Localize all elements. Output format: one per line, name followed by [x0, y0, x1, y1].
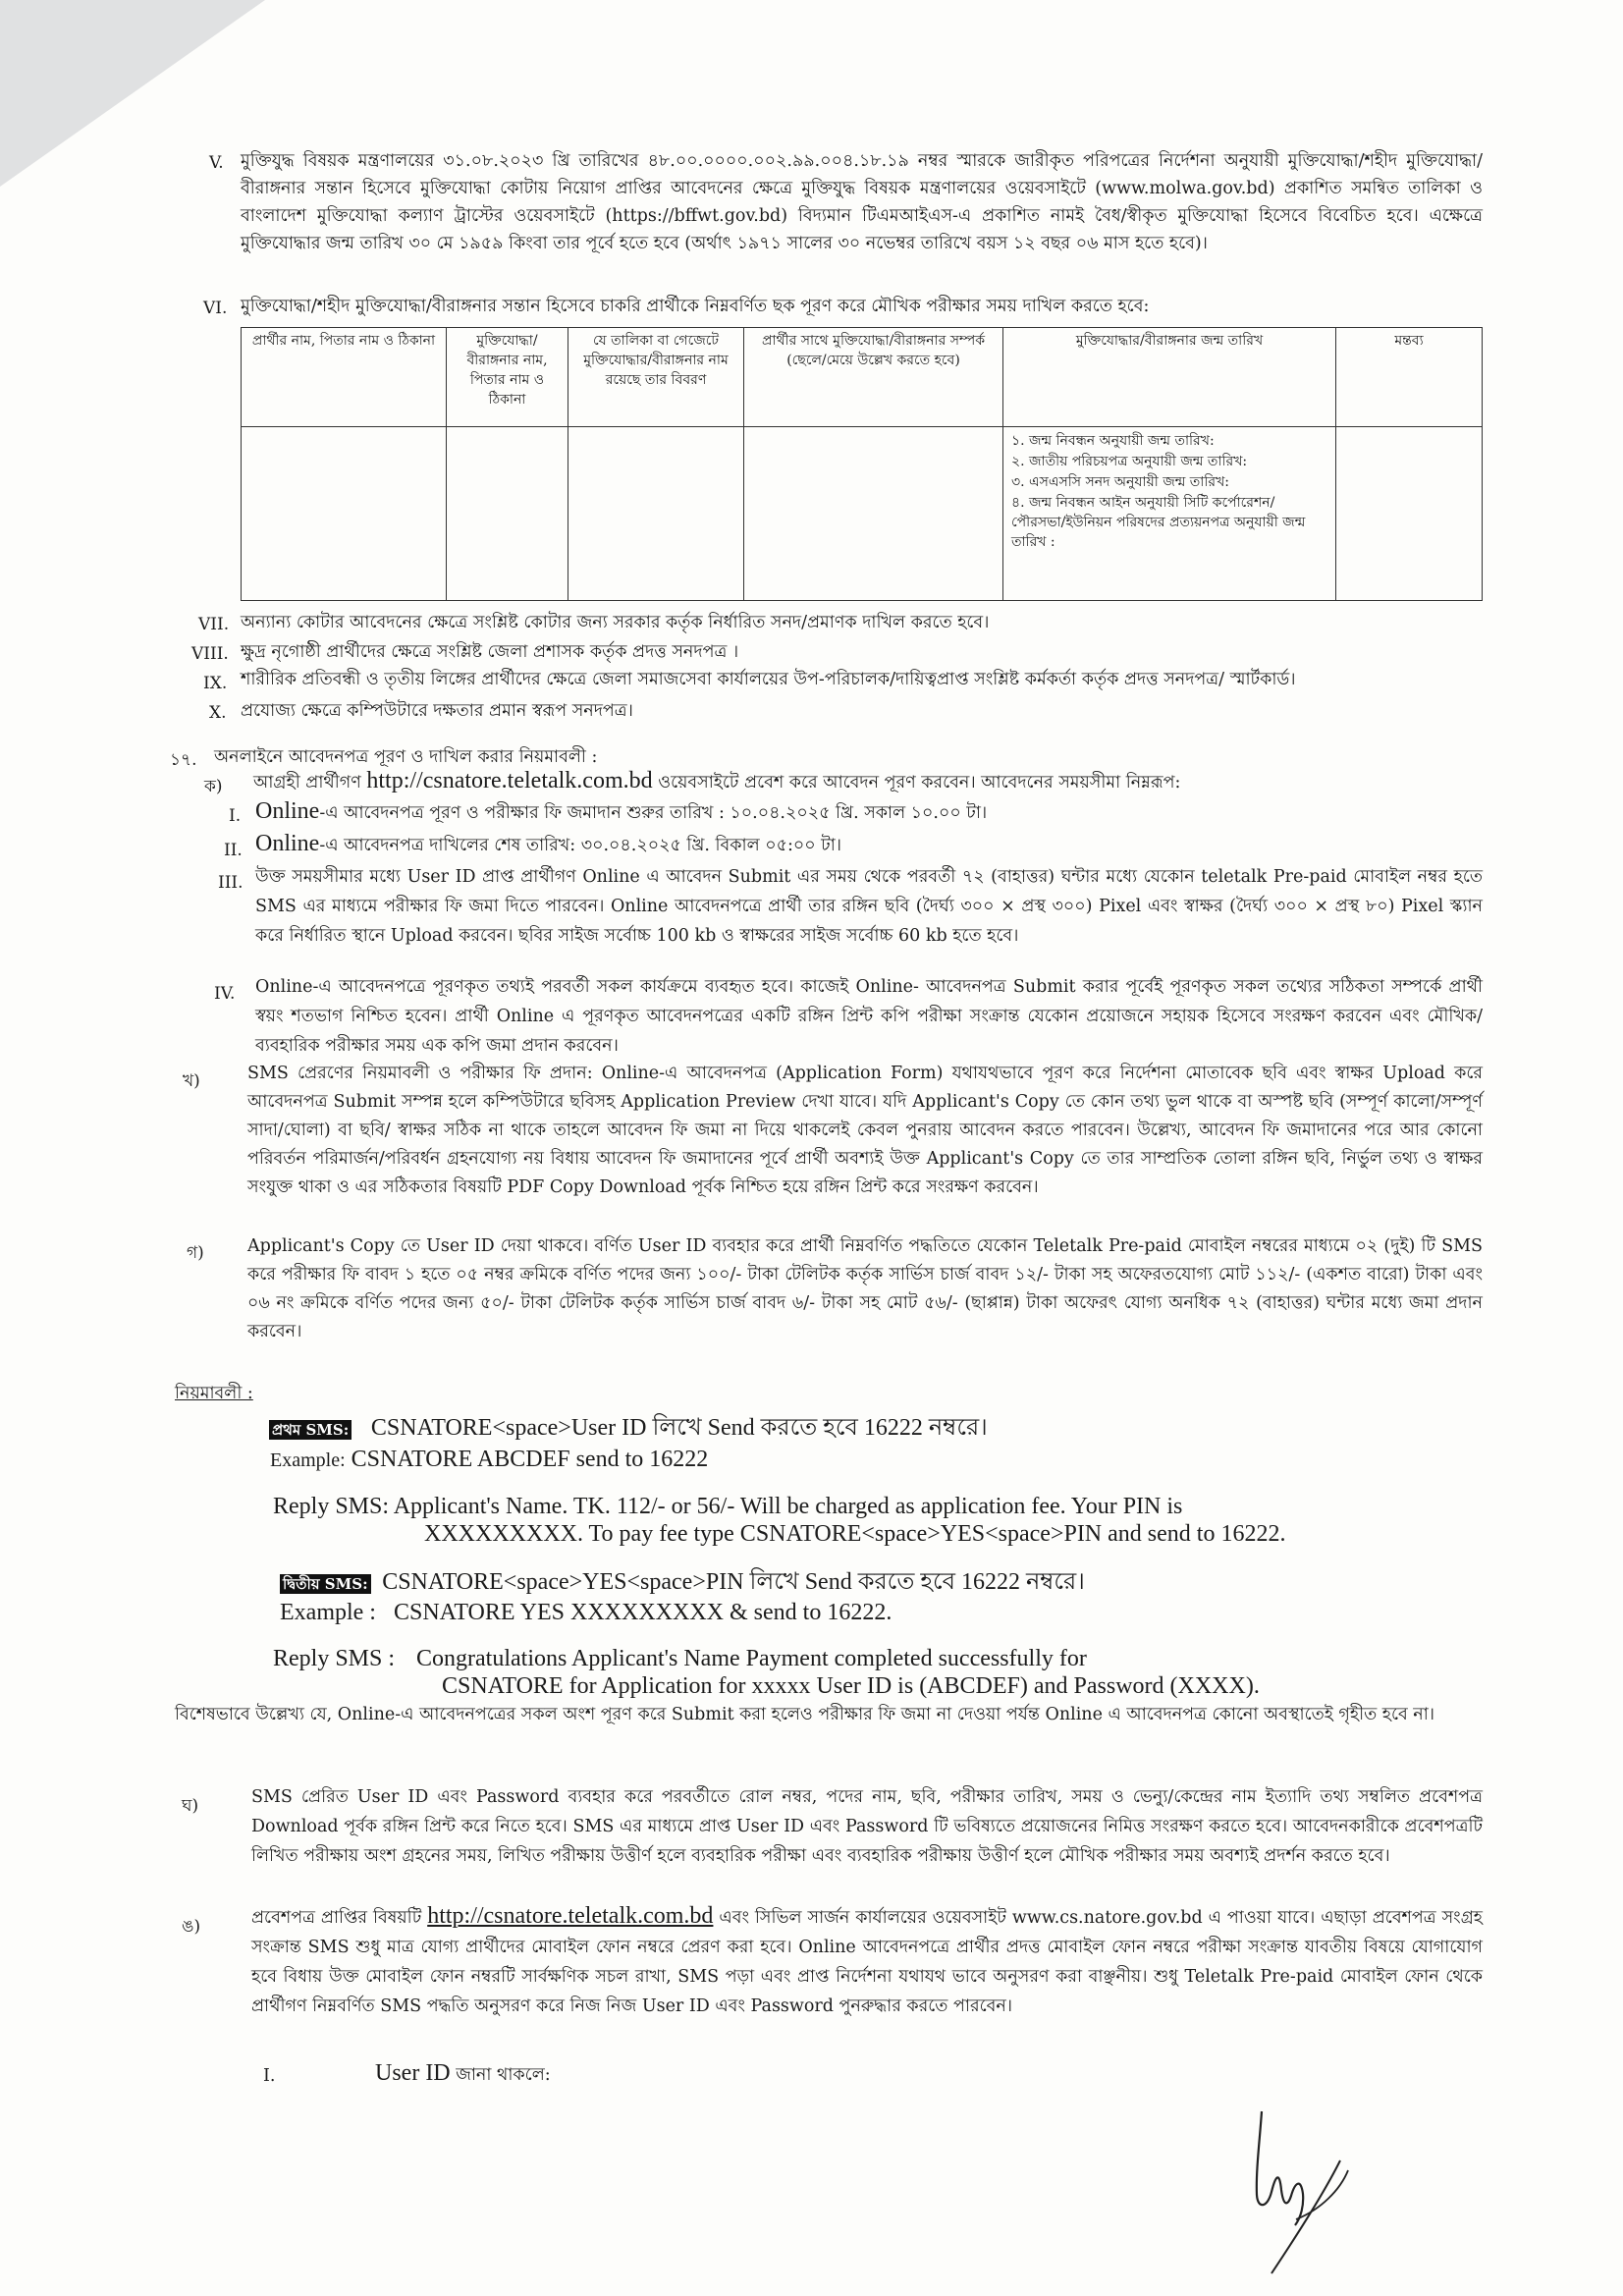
dob-item: ৩. এসএসসি সনদ অনুযায়ী জন্ম তারিখ: — [1011, 474, 1229, 490]
item-ix-text: শারীরিক প্রতিবন্ধী ও তৃতীয় লিঙ্গের প্রার্থীদের ক্ষেত্রে জেলা সমাজসেবা কার্যালয়ের উপ-পরিচালক/দায়িত্বপ্রাপ্ত সংশ্লিষ্ট কর্মকর্তা কর্তৃক প্রদত্ত সনদপত্র/ স্মার্টকার্ড। — [241, 670, 1296, 689]
scan-shadow — [0, 0, 265, 187]
first-example: Example: CSNATORE ABCDEF send to 16222 — [270, 1447, 709, 1472]
dob-list — [1003, 427, 1336, 601]
section-number: ১৭. — [170, 750, 197, 770]
item-number: ক) — [204, 777, 223, 796]
item-viii-text: ক্ষুদ্র নৃগোষ্ঠী প্রার্থীদের ক্ষেত্রে সংশ্লিষ্ট জেলা প্রশাসক কর্তৃক প্রদত্ত সনদপত্র । — [241, 642, 739, 662]
second-sms-command: CSNATORE<space>YES<space>PIN লিখে Send করতে হবে 16222 নম্বরে। — [382, 1569, 1085, 1595]
reply-sms-1: Reply SMS: Applicant's Name. TK. 112/- or 56/- Will be charged as application fee. Your PIN is — [273, 1494, 1183, 1519]
item-number: VI. — [203, 299, 228, 318]
rules-heading: নিয়মাবলী : — [175, 1384, 253, 1403]
reply-sms-1-cont: XXXXXXXXX. To pay fee type CSNATORE<space>YES<space>PIN and send to 16222. — [424, 1521, 1286, 1547]
item-vi-text: মুক্তিযোদ্ধা/শহীদ মুক্তিযোদ্ধা/বীরাঙ্গনার সন্তান হিসেবে চাকরি প্রার্থীকে নিম্নবর্ণিত ছক পূরণ করে মৌখিক পরীক্ষার সময় দাখিল করতে হবে: — [241, 297, 1150, 316]
table-cell — [1336, 427, 1483, 601]
item-number: গ) — [187, 1243, 204, 1263]
freedom-fighter-form-table — [241, 327, 1483, 601]
item-number: III. — [218, 873, 243, 893]
table-header: মন্তব্য — [1336, 328, 1483, 427]
item-number: I. — [229, 806, 242, 826]
item-number: X. — [209, 703, 227, 723]
item-number: খ) — [183, 1071, 200, 1091]
item-kha-text: SMS প্রেরণের নিয়মাবলী ও পরীক্ষার ফি প্রদান: Online-এ আবেদনপত্র (Application Form) যথাযথভাবে পূরণ করে নির্দেশনা মোতাবেক ছবি এবং স্বাক্ষর Upload করে আবেদনপত্র Submit সম্পন্ন হলে কম্পিউটারে ছবিসহ Application Preview দেখা যাবে। যদি Applicant's Copy তে কোন তথ্য ভুল থাকে বা অস্পষ্ট ছবি (সম্পূর্ণ কালো/সম্পূর্ণ সাদা/ঘোলা) বা ছবি/ স্বাক্ষর সঠিক না থাকে তাহলে আবেদন ফি জমা না দিয়ে থাকলেই কেবল পুনরায় আবেদন করতে পারবেন। উল্লেখ্য, আবেদন ফি জমাদানের পরে আর কোনো পরিবর্তন পরিমার্জন/পরিবর্ধন গ্রহনযোগ্য নয় বিধায় আবেদন ফি জমাদানের পূর্বে প্রার্থী অবশ্যই উক্ত Applicant's Copy তে তার সাম্প্রতিক তোলা রঙ্গিন ছবি, নির্ভুল তথ্য ও স্বাক্ষর সংযুক্ত থাকা ও এর সঠিকতার বিষয়টি PDF Copy Download পূর্বক নিশ্চিত হয়ে রঙ্গিন প্রিন্ট করে সংরক্ষণ করবেন। — [247, 1064, 1483, 1197]
userid-known-line: User ID জানা থাকলে: — [375, 2060, 551, 2086]
item-number: II. — [224, 841, 243, 860]
item-i-text: Online-এ আবেদনপত্র পূরণ ও পরীক্ষার ফি জমাদান শুরুর তারিখ : ১০.০৪.২০২৫ খ্রি. সকাল ১০.০০ টা। — [255, 798, 988, 824]
item-x-text: প্রযোজ্য ক্ষেত্রে কম্পিউটারে দক্ষতার প্রমান স্বরূপ সনদপত্র। — [241, 701, 633, 721]
item-iii-text: উক্ত সময়সীমার মধ্যে User ID প্রাপ্ত প্রার্থীগণ Online এ আবেদন Submit এর সময় থেকে পরবর্তী ৭২ (বাহাত্তর) ঘন্টার মধ্যে যেকোন teletalk Pre-paid মোবাইল নম্বর হতে SMS এর মাধ্যমে পরীক্ষার ফি জমা দিতে পারবেন। Online আবেদনপত্রে প্রার্থী তার রঙ্গিন ছবি (দৈর্ঘ্য ৩০০ × প্রস্থ ৩০০) Pixel এবং স্বাক্ষর (দৈর্ঘ্য ৩০০ × প্রস্থ ৮০) Pixel স্ক্যান করে নির্ধারিত স্থানে Upload করবেন। ছবির সাইজ সর্বোচ্চ 100 kb ও স্বাক্ষরের সাইজ সর্বোচ্চ 60 kb হতে হবে। — [255, 867, 1483, 946]
item-number: VIII. — [191, 644, 229, 664]
website-link[interactable]: http://csnatore.teletalk.com.bd — [366, 768, 653, 793]
second-sms-line — [280, 1568, 1085, 1598]
item-iv-text: Online-এ আবেদনপত্রে পূরণকৃত তথ্যই পরবর্তী সকল কার্যক্রমে ব্যবহৃত হবে। কাজেই Online- আবেদনপত্র Submit করার পূর্বেই পূরণকৃত সকল তথ্যের সঠিকতা সম্পর্কে প্রার্থী স্বয়ং শতভাগ নিশ্চিত হবেন। প্রার্থী Online এ পূরণকৃত আবেদনপত্রের একটি রঙ্গিন প্রিন্ট কপি পরীক্ষা সংক্রান্ত যেকোন প্রয়োজনে সহায়ক হিসেবে সংরক্ষণ করবেন এবং মৌখিক/ব্যবহারিক পরীক্ষার সময় এক কপি জমা প্রদান করবেন। — [255, 977, 1483, 1056]
table-header: প্রার্থীর সাথে মুক্তিযোদ্ধা/বীরাঙ্গনার সম্পর্ক (ছেলে/মেয়ে উল্লেখ করতে হবে) — [744, 328, 1003, 427]
signature — [1232, 2102, 1380, 2278]
item-ii-text: Online-এ আবেদনপত্র দাখিলের শেষ তারিখ: ৩০.০৪.২০২৫ খ্রি. বিকাল ০৫:০০ টা। — [255, 831, 842, 856]
second-sms-tag: দ্বিতীয় SMS: — [280, 1574, 371, 1594]
table-cell — [744, 427, 1003, 601]
first-sms-line — [269, 1414, 988, 1444]
dob-item: ৪. জন্ম নিবন্ধন আইন অনুযায়ী সিটি কর্পোরেশন/ পৌরসভা/ইউনিয়ন পরিষদের প্রত্যয়নপত্র অনুযায়ী জন্ম তারিখ : — [1011, 495, 1306, 550]
item-number: I. — [263, 2066, 276, 2086]
item-v-text: মুক্তিযুদ্ধ বিষয়ক মন্ত্রণালয়ের ৩১.০৮.২০২৩ খ্রি তারিখের ৪৮.০০.০০০০.০০২.৯৯.০০৪.১৮.১৯ নম্বর স্মারকে জারীকৃত পরিপত্রের নির্দেশনা অনুযায়ী মুক্তিযোদ্ধা/শহীদ মুক্তিযোদ্ধা/বীরাঙ্গনার সন্তান হিসেবে মুক্তিযোদ্ধা কোটায় নিয়োগ প্রাপ্তির আবেদনের ক্ষেত্রে মুক্তিযুদ্ধ বিষয়ক মন্ত্রণালয়ের ওয়েবসাইটে (www.molwa.gov.bd) প্রকাশিত সমন্বিত তালিকা ও বাংলাদেশ মুক্তিযোদ্ধা কল্যাণ ট্রাস্টের ওয়েবসাইটে (https://bffwt.gov.bd) বিদ্যমান টিএমআইএস-এ প্রকাশিত নামই বৈধ/স্বীকৃত মুক্তিযোদ্ধা হিসেবে বিবেচিত হবে। এক্ষেত্রে মুক্তিযোদ্ধার জন্ম তারিখ ৩০ মে ১৯৫৯ কিংবা তার পূর্বে হতে হবে (অর্থাৎ ১৯৭১ সালের ৩০ নভেম্বর তারিখে বয়স ১২ বছর ০৬ মাস হতে হবে)। — [241, 151, 1483, 253]
item-uma-text: প্রবেশপত্র প্রাপ্তির বিষয়টি http://csnatore.teletalk.com.bd এবং সিভিল সার্জন কার্যালয়ের ওয়েবসাইট www.cs.natore.gov.bd এ পাওয়া যাবে। এছাড়া প্রবেশপত্র সংগ্রহ সংক্রান্ত SMS শুধু মাত্র যোগ্য প্রার্থীদের মোবাইল ফোন নম্বরে প্রেরণ করা হবে। Online আবেদনপত্রে প্রার্থীর প্রদত্ত মোবাইল ফোন নম্বরে পরীক্ষা সংক্রান্ত যাবতীয় বিষয়ে যোগাযোগ হবে বিধায় উক্ত মোবাইল ফোন নম্বরটি সার্বক্ষণিক সচল রাখা, SMS পড়া এবং প্রাপ্ত নির্দেশনা যথাযথ ভাবে অনুসরণ করা বাঞ্ছনীয়। শুধু Teletalk Pre-paid মোবাইল ফোন থেকে প্রার্থীগণ নিম্নবর্ণিত SMS পদ্ধতি অনুসরণ করে নিজ নিজ User ID এবং Password পুনরুদ্ধার করতে পারবেন। — [251, 1903, 1483, 2016]
website-link[interactable]: http://csnatore.teletalk.com.bd — [427, 1903, 714, 1929]
table-header: যে তালিকা বা গেজেটে মুক্তিযোদ্ধার/বীরাঙ্গনার নাম রয়েছে তার বিবরণ — [568, 328, 744, 427]
reply-sms-2: Reply SMS : Congratulations Applicant's Name Payment completed successfully for — [273, 1646, 1087, 1671]
table-cell — [242, 427, 447, 601]
section-17-title: অনলাইনে আবেদনপত্র পূরণ ও দাখিল করার নিয়মাবলী : — [214, 747, 598, 767]
item-number: IV. — [214, 984, 236, 1004]
dob-item: ২. জাতীয় পরিচয়পত্র অনুযায়ী জন্ম তারিখ: — [1011, 454, 1248, 469]
item-ga-text: Applicant's Copy তে User ID দেয়া থাকবে। বর্ণিত User ID ব্যবহার করে প্রার্থী নিম্নবর্ণিত পদ্ধতিতে যেকোন Teletalk Pre-paid মোবাইল নম্বরের মাধ্যমে ০২ (দুই) টি SMS করে পরীক্ষার ফি বাবদ ১ হতে ০৫ নম্বর ক্রমিকে বর্ণিত পদের জন্য ১০০/- টাকা টেলিটক কর্তৃক সার্ভিস চার্জ বাবদ ১২/- টাকা সহ অফেরতযোগ্য মোট ১১২/- (একশত বারো) টাকা এবং ০৬ নং ক্রমিকে বর্ণিত পদের জন্য ৫০/- টাকা টেলিটক কর্তৃক সার্ভিস চার্জ বাবদ ৬/- টাকা সহ মোট ৫৬/- (ছাপ্পান্ন) টাকা অফেরৎ যোগ্য অনধিক ৭২ (বাহাত্তর) ঘন্টার মধ্যে জমা প্রদান করবেন। — [247, 1236, 1483, 1341]
item-ka-text: আগ্রহী প্রার্থীগণ http://csnatore.teletalk.com.bd ওয়েবসাইটে প্রবেশ করে আবেদন পূরণ করবেন। আবেদনের সময়সীমা নিম্নরূপ: — [253, 768, 1181, 793]
item-number: ঘ) — [182, 1796, 199, 1816]
item-number: ঙ) — [182, 1917, 201, 1937]
table-cell — [568, 427, 744, 601]
second-example: Example : CSNATORE YES XXXXXXXXX & send to 16222. — [280, 1600, 893, 1625]
table-header: মুক্তিযোদ্ধার/বীরাঙ্গনার জন্ম তারিখ — [1003, 328, 1336, 427]
table-header: মুক্তিযোদ্ধা/বীরাঙ্গনার নাম, পিতার নাম ও ঠিকানা — [447, 328, 568, 427]
dob-item: ১. জন্ম নিবন্ধন অনুযায়ী জন্ম তারিখ: — [1011, 433, 1215, 449]
item-number: V. — [209, 153, 224, 173]
item-gha-text: SMS প্রেরিত User ID এবং Password ব্যবহার করে পরবর্তীতে রোল নম্বর, পদের নাম, ছবি, পরীক্ষার তারিখ, সময় ও ভেন্যু/কেন্দ্রের নাম ইত্যাদি তথ্য সম্বলিত প্রবেশপত্র Download পূর্বক রঙ্গিন প্রিন্ট করে নিতে হবে। SMS এর মাধ্যমে প্রাপ্ত User ID এবং Password টি ভবিষ্যতে প্রয়োজনের নিমিত্ত সংরক্ষণ করতে হবে। আবেদনকারীকে প্রবেশপত্রটি লিখিত পরীক্ষায় অংশ গ্রহনের সময়, লিখিত পরীক্ষায় উত্তীর্ণ হলে ব্যবহারিক পরীক্ষা এবং ব্যবহারিক পরীক্ষায় উত্তীর্ণ হলে মৌখিক পরীক্ষার সময় অবশ্যই প্রদর্শন করতে হবে। — [251, 1787, 1483, 1866]
reply-sms-2-cont: CSNATORE for Application for xxxxx User ID is (ABCDEF) and Password (XXXX). — [442, 1673, 1260, 1699]
item-number: IX. — [203, 674, 228, 693]
item-vii-text: অন্যান্য কোটার আবেদনের ক্ষেত্রে সংশ্লিষ্ট কোটার জন্য সরকার কর্তৃক নির্ধারিত সনদ/প্রমাণক দাখিল করতে হবে। — [241, 613, 990, 632]
table-header: প্রার্থীর নাম, পিতার নাম ও ঠিকানা — [242, 328, 447, 427]
table-cell — [447, 427, 568, 601]
rules-note: বিশেষভাবে উল্লেখ্য যে, Online-এ আবেদনপত্রের সকল অংশ পূরণ করে Submit করা হলেও পরীক্ষার ফি জমা না দেওয়া পর্যন্ত Online এ আবেদনপত্র কোনো অবস্থাতেই গৃহীত হবে না। — [175, 1705, 1435, 1724]
first-sms-command: CSNATORE<space>User ID লিখে Send করতে হবে 16222 নম্বরে। — [370, 1415, 988, 1441]
first-sms-tag: প্রথম SMS: — [269, 1420, 352, 1440]
item-number: VII. — [198, 615, 230, 634]
